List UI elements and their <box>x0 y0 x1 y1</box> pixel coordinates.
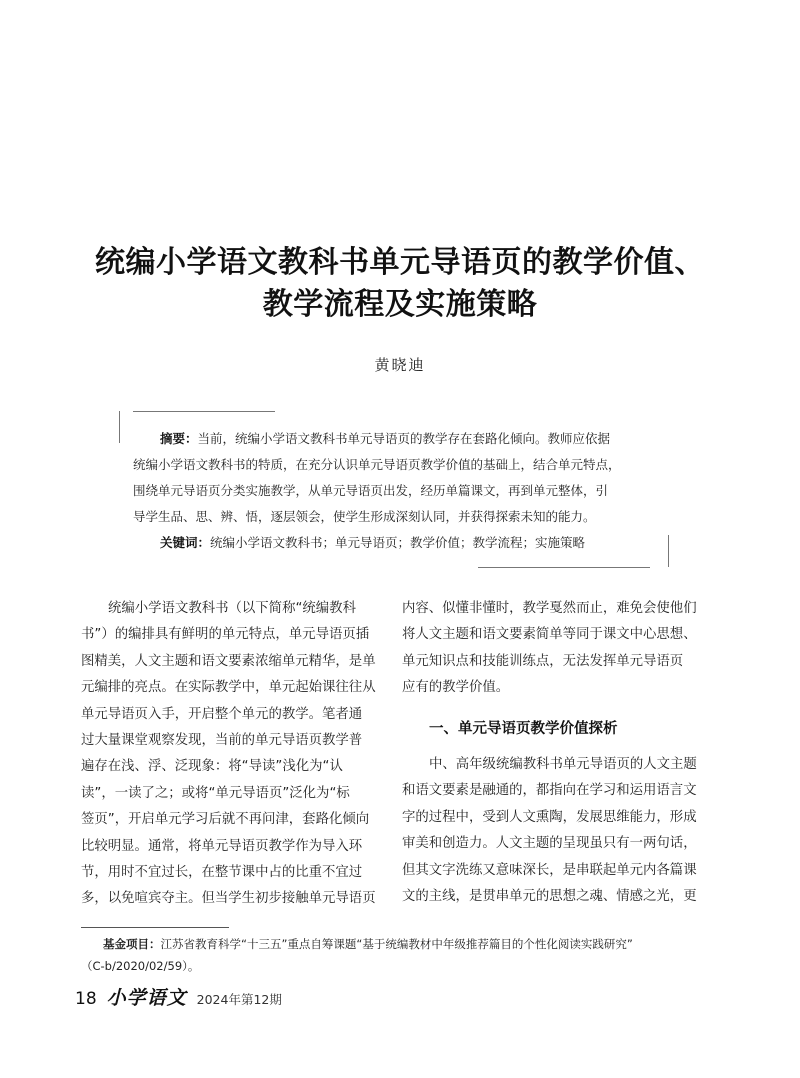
article-title-line-2: 教学流程及实施策略 <box>262 287 538 322</box>
body-line: 遍存在浅、浮、泛现象：将“导读”浅化为“认 <box>81 759 343 775</box>
body-line: 统编小学语文教科书（以下简称“统编教科 <box>108 601 356 616</box>
page-number: 18 <box>75 989 97 1009</box>
section-heading: 一、单元导语页教学价值探析 <box>429 720 618 737</box>
abstract-line: 围绕单元导语页分类实施教学，从单元导语页出发，经历单篇课文，再到单元整体，引 <box>133 483 609 498</box>
abstract-line: 统编小学语文教科书的特质，在充分认识单元导语页教学价值的基础上，结合单元特点， <box>133 457 621 472</box>
body-line: 文的主线，是贯串单元的思想之魂、情感之光，更 <box>402 889 697 905</box>
article-title-line-1: 统编小学语文教科书单元导语页的教学价值、 <box>95 245 705 280</box>
keywords-text: 统编小学语文教科书；单元导语页；教学价值；教学流程；实施策略 <box>210 535 586 550</box>
body-line: 将人文主题和语文要素简单等同于课文中心思想、 <box>402 627 697 643</box>
body-line: 节，用时不宜过长，在整节课中占的比重不宜过 <box>81 865 363 881</box>
body-line: 读”，一读了之；或将“单元导语页”泛化为“标 <box>81 785 350 801</box>
abstract-bracket-right <box>668 535 669 567</box>
body-line: 签页”，开启单元学习后就不再问津，套路化倾向 <box>81 812 370 828</box>
body-column-left <box>81 596 381 913</box>
body-line: 应有的教学价值。 <box>402 680 510 696</box>
footnote-rule <box>81 927 229 928</box>
body-line: 过大量课堂观察发现，当前的单元导语页教学普 <box>81 733 363 749</box>
body-line: 书”）的编排具有鲜明的单元特点，单元导语页插 <box>81 627 370 643</box>
abstract-bracket-left <box>119 411 120 443</box>
body-line: 元编排的亮点。在实际教学中，单元起始课往往从 <box>81 680 376 696</box>
body-column-right <box>402 596 702 910</box>
issue-label: 2024年第12期 <box>196 992 282 1007</box>
abstract-line: 导学生品、思、辨、悟，逐层领会，使学生形成深刻认同，并获得探索未知的能力。 <box>133 509 596 524</box>
author-name: 黄晓迪 <box>374 356 426 374</box>
body-line: 和语文要素是融通的，都指向在学习和运用语言文 <box>402 783 697 799</box>
footnote-line: 基金项目：江苏省教育科学“十三五”重点自筹课题“基于统编教材中年级推荐篇目的个性化阅读实践研究” <box>103 937 633 951</box>
body-line: 单元导语页入手，开启整个单元的教学。笔者通 <box>81 706 363 722</box>
abstract-rule-top <box>133 411 275 412</box>
footnote-line: （C-b/2020/02/59）。 <box>81 959 200 973</box>
body-line: 内容、似懂非懂时，教学戛然而止，难免会使他们 <box>402 601 697 616</box>
body-line: 审美和创造力。人文主题的呈现虽只有一两句话， <box>402 836 697 852</box>
body-line: 字的过程中，受到人文熏陶，发展思维能力，形成 <box>402 809 697 825</box>
abstract-line: 摘要：当前，统编小学语文教科书单元导语页的教学存在套路化倾向。教师应依据 <box>160 431 611 446</box>
keywords-line <box>133 530 663 556</box>
keywords-label: 关键词： <box>160 535 211 550</box>
footnote-label: 基金项目： <box>103 937 161 951</box>
body-line: 中、高年级统编教科书单元导语页的人文主题 <box>429 757 697 773</box>
body-line: 图精美，人文主题和语文要素浓缩单元精华，是单 <box>81 653 376 669</box>
abstract-rule-bottom <box>478 567 650 568</box>
body-line: 单元知识点和技能训练点，无法发挥单元导语页 <box>402 653 684 669</box>
body-line: 多，以免喧宾夺主。但当学生初步接触单元导语页 <box>81 891 376 907</box>
body-line: 比较明显。通常，将单元导语页教学作为导入环 <box>81 838 363 854</box>
footnote <box>81 933 721 977</box>
journal-logo: 小学语文 <box>106 987 187 1009</box>
abstract-block <box>133 426 663 556</box>
abstract-label: 摘要： <box>160 431 198 446</box>
page-folio <box>75 983 282 1009</box>
body-line: 但其文字洗练又意味深长，是串联起单元内各篇课 <box>402 862 697 878</box>
